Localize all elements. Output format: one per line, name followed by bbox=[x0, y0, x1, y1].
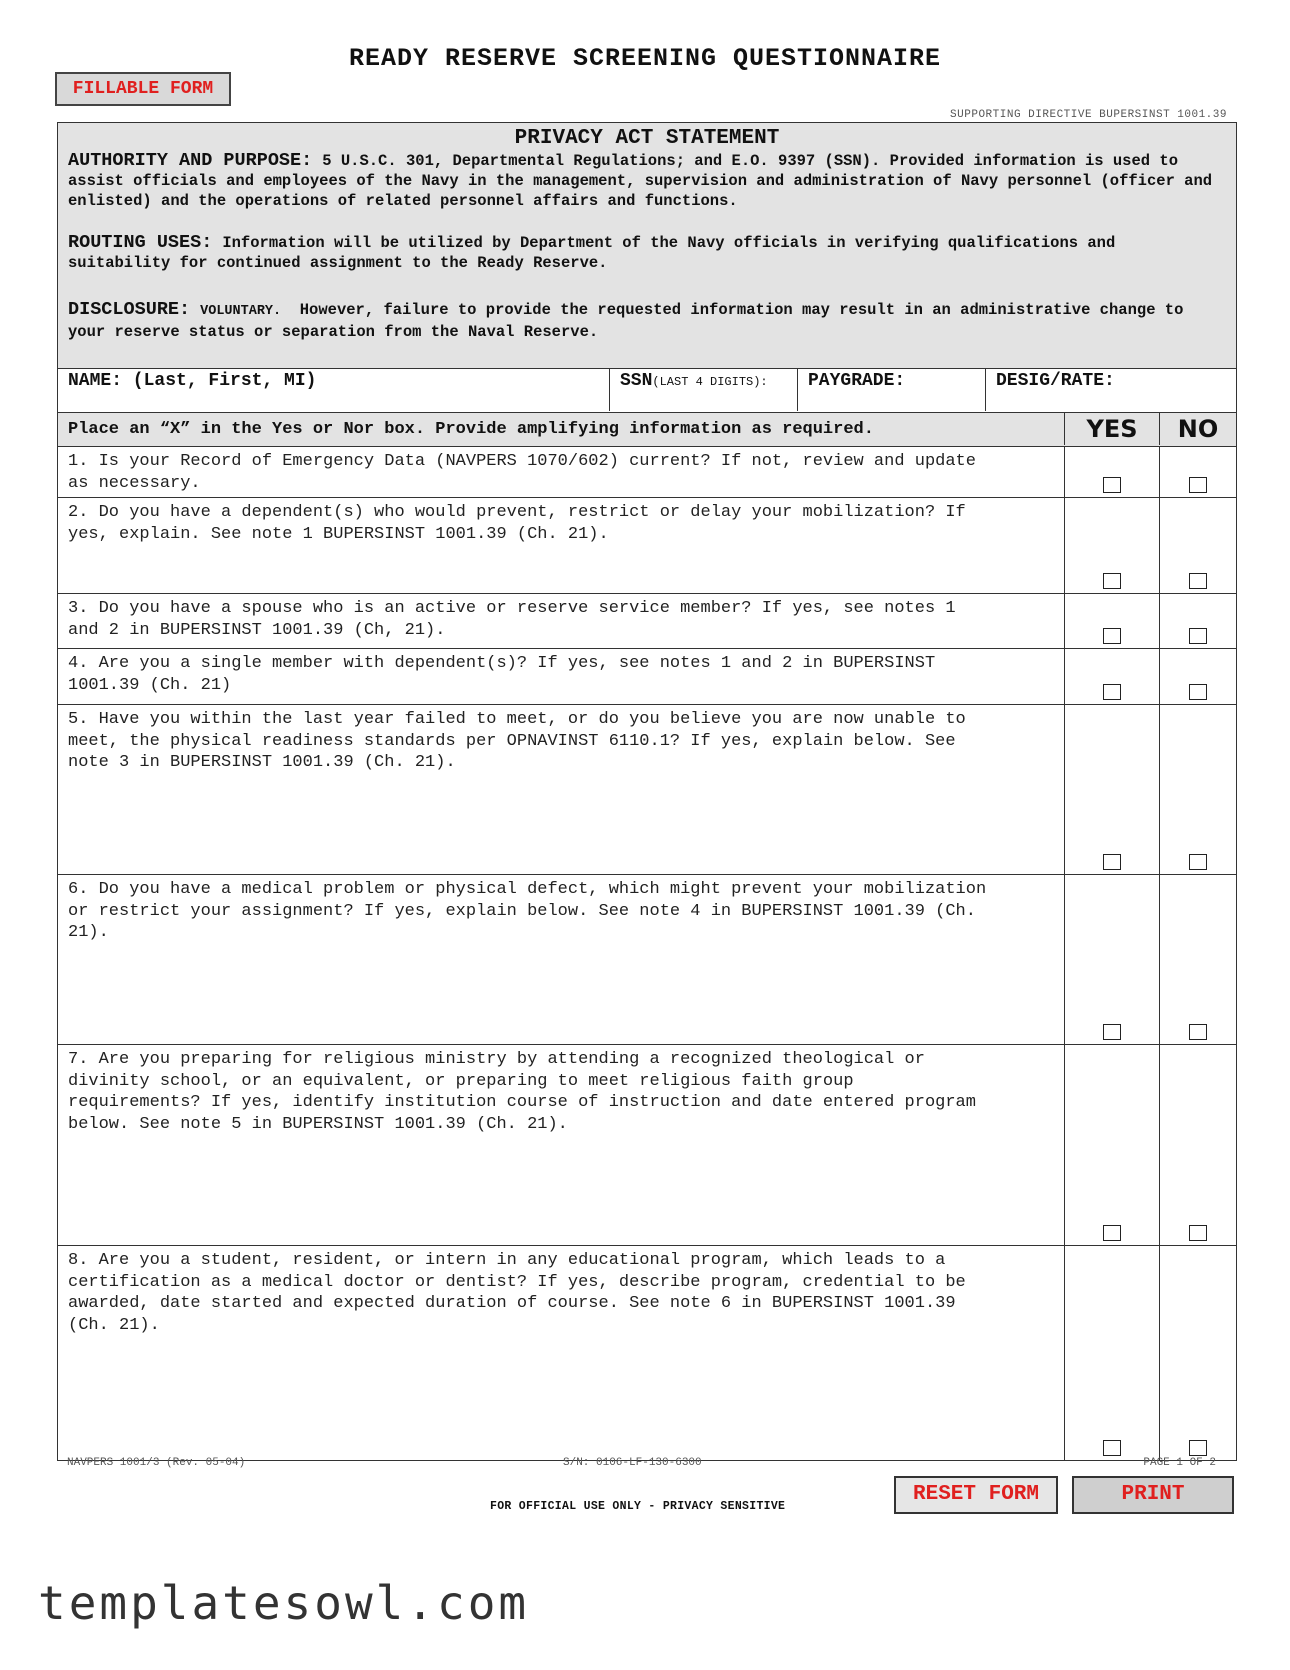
yes-cell bbox=[1064, 1246, 1159, 1460]
no-column-header: NO bbox=[1159, 413, 1236, 445]
ssn-field[interactable] bbox=[610, 369, 798, 411]
ssn-sublabel: (LAST 4 DIGITS): bbox=[652, 375, 768, 389]
paygrade-label: PAYGRADE: bbox=[808, 371, 906, 391]
routing-heading: ROUTING USES: bbox=[68, 232, 213, 253]
disclosure-text: However, failure to provide the requested information may result in an administrative change to your reserve status or separation from the Naval Reserve. bbox=[68, 301, 1184, 341]
question-row bbox=[58, 594, 1236, 649]
no-checkbox[interactable] bbox=[1189, 684, 1207, 700]
watermark: templatesowl.com bbox=[38, 1576, 530, 1630]
yes-column-header: YES bbox=[1064, 413, 1159, 445]
question-row bbox=[58, 1246, 1236, 1460]
yes-cell bbox=[1064, 447, 1159, 497]
no-cell bbox=[1159, 594, 1236, 648]
no-cell bbox=[1159, 1045, 1236, 1245]
print-button[interactable]: PRINT bbox=[1072, 1476, 1234, 1514]
yes-checkbox[interactable] bbox=[1103, 573, 1121, 589]
question-text: 6. Do you have a medical problem or physical defect, which might prevent your mobilization or restrict your assignment? If yes, explain below. See note 4 in BUPERSINST 1001.39 (Ch. 21). bbox=[68, 880, 987, 942]
page-number: PAGE 1 OF 2 bbox=[1143, 1457, 1216, 1469]
instruction-text: Place an “X” in the Yes or Nor box. Provide amplifying information as required. bbox=[68, 420, 874, 439]
fillable-form-badge: FILLABLE FORM bbox=[55, 72, 231, 106]
disclosure-voluntary: VOLUNTARY. bbox=[200, 304, 282, 319]
question-row bbox=[58, 498, 1236, 594]
question-text: 3. Do you have a spouse who is an active or reserve service member? If yes, see notes 1 and 2 in BUPERSINST 1001.39 (Ch, 21). bbox=[68, 599, 956, 640]
question-row bbox=[58, 447, 1236, 498]
authority-paragraph bbox=[68, 151, 1224, 211]
desig-rate-label: DESIG/RATE: bbox=[996, 371, 1115, 391]
form-number: NAVPERS 1001/3 (Rev. 05-04) bbox=[67, 1457, 246, 1469]
yes-cell bbox=[1064, 498, 1159, 593]
routing-paragraph bbox=[68, 233, 1224, 273]
no-cell bbox=[1159, 649, 1236, 704]
no-checkbox[interactable] bbox=[1189, 854, 1207, 870]
yes-cell bbox=[1064, 705, 1159, 874]
no-checkbox[interactable] bbox=[1189, 1440, 1207, 1456]
disclosure-heading: DISCLOSURE: bbox=[68, 299, 191, 320]
questions-header bbox=[58, 413, 1236, 447]
yes-checkbox[interactable] bbox=[1103, 854, 1121, 870]
yes-checkbox[interactable] bbox=[1103, 1024, 1121, 1040]
privacy-title: PRIVACY ACT STATEMENT bbox=[514, 127, 780, 150]
name-field[interactable] bbox=[58, 369, 610, 411]
question-row bbox=[58, 1045, 1236, 1246]
supporting-directive: SUPPORTING DIRECTIVE BUPERSINST 1001.39 bbox=[950, 109, 1227, 121]
question-text: 1. Is your Record of Emergency Data (NAVPERS 1070/602) current? If not, review and update as necessary. bbox=[68, 452, 976, 493]
question-text: 7. Are you preparing for religious ministry by attending a recognized theological or divinity school, or an equivalent, or preparing to meet religious faith group requirements? If yes, identify institution course of instruction and date entered program below. See note 5 in BUPERSINST 1001.39 (Ch. 21). bbox=[68, 1050, 976, 1134]
no-cell bbox=[1159, 498, 1236, 593]
official-use-notice: FOR OFFICIAL USE ONLY - PRIVACY SENSITIVE bbox=[490, 1500, 786, 1513]
paygrade-field[interactable] bbox=[798, 369, 986, 411]
yes-checkbox[interactable] bbox=[1103, 477, 1121, 493]
question-row bbox=[58, 705, 1236, 875]
name-label: NAME: (Last, First, MI) bbox=[68, 371, 317, 391]
no-checkbox[interactable] bbox=[1189, 477, 1207, 493]
desig-rate-field[interactable] bbox=[986, 369, 1236, 411]
yes-checkbox[interactable] bbox=[1103, 628, 1121, 644]
no-checkbox[interactable] bbox=[1189, 573, 1207, 589]
question-text: 8. Are you a student, resident, or intern in any educational program, which leads to a certification as a medical doctor or dentist? If yes, describe program, credential to be awarded, date started and expected duration of course. See note 6 in BUPERSINST 1001.39 (Ch. 21). bbox=[68, 1251, 966, 1335]
question-text: 5. Have you within the last year failed to meet, or do you believe you are now unable to meet, the physical readiness standards per OPNAVINST 6110.1? If yes, explain below. See note 3 in BUPERSINST 1001.39 (Ch. 21). bbox=[68, 710, 966, 772]
no-cell bbox=[1159, 705, 1236, 874]
serial-number: S/N: 0106-LF-130-6300 bbox=[563, 1457, 702, 1469]
routing-text: Information will be utilized by Department of the Navy officials in verifying qualifications and suitability for continued assignment to the Ready Reserve. bbox=[68, 234, 1116, 272]
question-row bbox=[58, 649, 1236, 705]
no-checkbox[interactable] bbox=[1189, 1024, 1207, 1040]
disclosure-paragraph bbox=[68, 300, 1224, 342]
yes-cell bbox=[1064, 594, 1159, 648]
yes-checkbox[interactable] bbox=[1103, 1225, 1121, 1241]
yes-cell bbox=[1064, 1045, 1159, 1245]
reset-form-button[interactable]: RESET FORM bbox=[894, 1476, 1058, 1514]
yes-checkbox[interactable] bbox=[1103, 1440, 1121, 1456]
no-checkbox[interactable] bbox=[1189, 628, 1207, 644]
yes-cell bbox=[1064, 649, 1159, 704]
no-cell bbox=[1159, 1246, 1236, 1460]
questionnaire-form bbox=[57, 122, 1237, 1461]
no-cell bbox=[1159, 875, 1236, 1044]
authority-heading: AUTHORITY AND PURPOSE: bbox=[68, 150, 313, 171]
question-text: 2. Do you have a dependent(s) who would prevent, restrict or delay your mobilization? If yes, explain. See note 1 BUPERSINST 1001.39 (Ch. 21). bbox=[68, 503, 966, 544]
identity-row bbox=[58, 369, 1236, 413]
question-row bbox=[58, 875, 1236, 1045]
yes-checkbox[interactable] bbox=[1103, 684, 1121, 700]
yes-cell bbox=[1064, 875, 1159, 1044]
no-checkbox[interactable] bbox=[1189, 1225, 1207, 1241]
form-title: READY RESERVE SCREENING QUESTIONNAIRE bbox=[348, 44, 942, 73]
authority-text: 5 U.S.C. 301, Departmental Regulations; and E.O. 9397 (SSN). Provided information is used to assist officials and employees of the Navy in the management, supervision and administration of Navy personnel (officer and enlisted) and the operations of related personnel affairs and functions. bbox=[68, 152, 1213, 210]
question-text: 4. Are you a single member with dependent(s)? If yes, see notes 1 and 2 in BUPERSINST 1001.39 (Ch. 21) bbox=[68, 654, 936, 695]
privacy-act-statement bbox=[58, 123, 1236, 369]
ssn-label: SSN bbox=[620, 371, 653, 391]
no-cell bbox=[1159, 447, 1236, 497]
